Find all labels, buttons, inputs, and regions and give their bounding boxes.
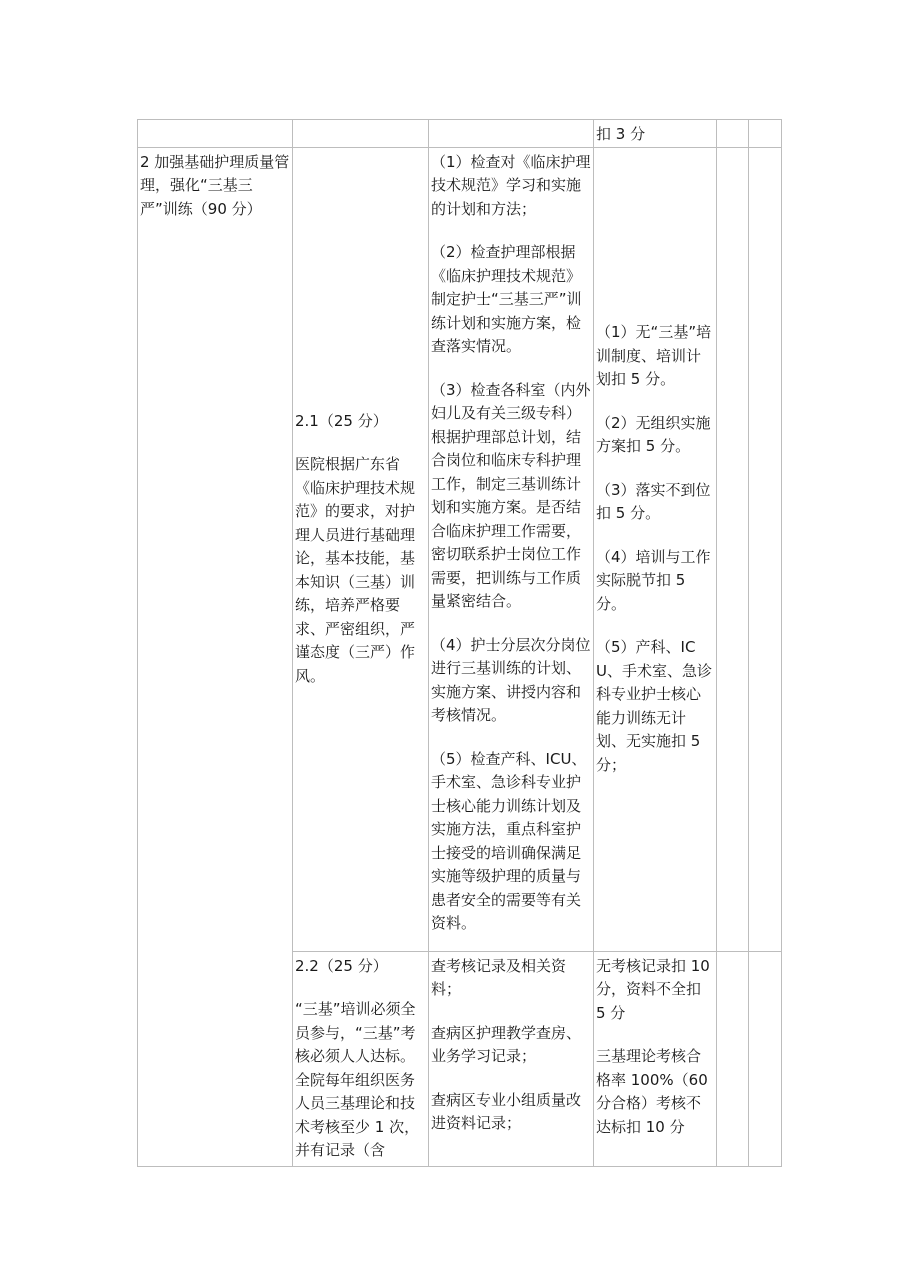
deduction-cell bbox=[594, 147, 717, 951]
item-description: 医院根据广东省《临床护理技术规范》的要求，对护理人员进行基础理论，基本技能，基本知识（三基）训练，培养严格要求、严密组织，严谨态度（三严）作风。 bbox=[295, 455, 416, 685]
deduction-text: （3）落实不到位扣 5 分。 bbox=[596, 480, 711, 522]
table-cell bbox=[293, 120, 429, 148]
method-text: 查病区专业小组质量改进资料记录； bbox=[431, 1090, 582, 1132]
table-cell bbox=[749, 147, 782, 951]
method-text: （3）检查各科室（内外妇儿及有关三级专科）根据护理部总计划，结合岗位和临床专科护理工作，制定三基训练计划和实施方案。是否结合临床护理工作需要，密切联系护士岗位工作需要，把训练与工作质量紧密结合。 bbox=[431, 380, 591, 610]
deduction-text: （5）产科、ICU、手术室、急诊科专业护士核心能力训练无计划、无实施扣 5 分； bbox=[596, 638, 712, 774]
table-cell bbox=[429, 120, 594, 148]
item-heading: 2.2（25 分） bbox=[295, 956, 388, 975]
method-text: （4）护士分层次分岗位进行三基训练的计划、实施方案、讲授内容和考核情况。 bbox=[431, 635, 591, 724]
table-row bbox=[138, 120, 782, 148]
deduction-text: （4）培训与工作实际脱节扣 5 分。 bbox=[596, 547, 711, 613]
method-text: 查考核记录及相关资料； bbox=[431, 956, 567, 998]
method-text: （2）检查护理部根据《临床护理技术规范》制定护士“三基三严”训练计划和实施方案，检查落实情况。 bbox=[431, 243, 582, 355]
method-cell bbox=[429, 147, 594, 951]
method-text: （5）检查产科、ICU、手术室、急诊科专业护士核心能力训练计划及实施方法，重点科室护士接受的培训确保满足实施等级护理的质量与患者安全的需要等有关资料。 bbox=[431, 749, 587, 932]
method-text: 查病区护理教学查房、业务学习记录； bbox=[431, 1023, 582, 1065]
table-cell bbox=[717, 120, 749, 148]
score-cell bbox=[594, 120, 717, 148]
table-cell bbox=[749, 120, 782, 148]
table-cell bbox=[138, 120, 293, 148]
deduction-cell bbox=[594, 951, 717, 1166]
criteria-cell bbox=[293, 147, 429, 951]
item-description: “三基”培训必须全员参与，“三基”考核必须人人达标。全院每年组织医务人员三基理论和技术考核至少 1 次，并有记录（含 bbox=[295, 1000, 420, 1159]
table-cell bbox=[717, 951, 749, 1166]
criteria-cell bbox=[293, 951, 429, 1166]
table-row bbox=[138, 147, 782, 951]
deduction-text: （2）无组织实施方案扣 5 分。 bbox=[596, 413, 711, 455]
deduction-text: 无考核记录扣 10 分，资料不全扣 5 分 bbox=[596, 956, 715, 1022]
score-text: 扣 3 分 bbox=[596, 125, 646, 143]
item-heading: 2.1（25 分） bbox=[295, 411, 388, 430]
method-cell bbox=[429, 951, 594, 1166]
section-title: 2 加强基础护理质量管理，强化“三基三严”训练（90 分） bbox=[140, 152, 290, 218]
method-text: （1）检查对《临床护理技术规范》学习和实施的计划和方法； bbox=[431, 152, 591, 218]
table-cell bbox=[749, 951, 782, 1166]
section-title-cell bbox=[138, 147, 293, 1166]
evaluation-table bbox=[137, 119, 782, 1167]
deduction-text: （1）无“三基”培训制度、培训计划扣 5 分。 bbox=[596, 323, 712, 388]
table-cell bbox=[717, 147, 749, 951]
deduction-text: 三基理论考核合格率 100%（60 分合格）考核不达标扣 10 分 bbox=[596, 1047, 713, 1136]
